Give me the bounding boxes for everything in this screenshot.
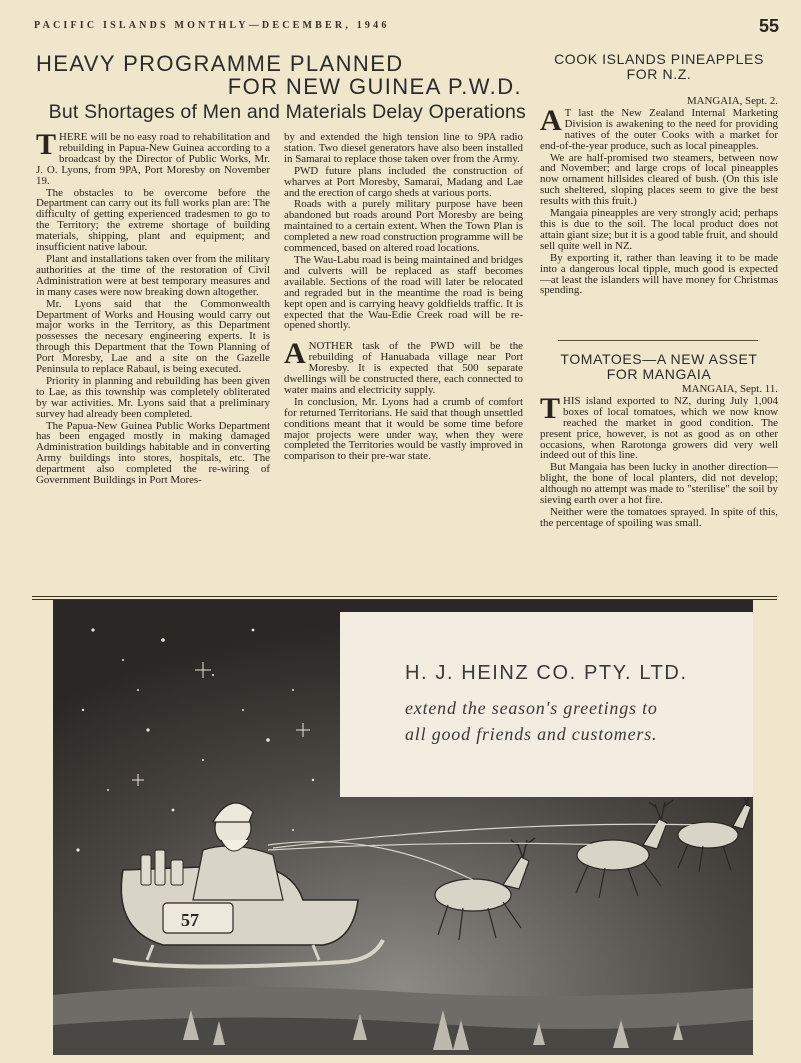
running-head: PACIFIC ISLANDS MONTHLY—DECEMBER, 1946 <box>34 20 390 31</box>
article-paragraph: We are half-promised two steamers, between now and November; and large crops of local pineapples now ornament hillsides cleared of bush. (On this isle such sheltered, sloping places seem to give the best results with this fruit.) <box>540 151 778 208</box>
article-paragraph: The obstacles to be overcome before the Department can carry out its full works plan are: The difficulty of getting experienced tradesmen to go to the Territory; the extreme shortage of building materials, shipping, plant and equipment; and insufficient native labour. <box>36 186 270 254</box>
article-paragraph: Mangaia pineapples are very strongly acid; perhaps this is due to the soil. The local product does not attain giant size; but it is a good table fruit, and should sell quite well in NZ. <box>540 207 778 252</box>
article-paragraph: Neither were the tomatoes sprayed. In spite of this, the percentage of spoiling was small. <box>540 505 778 529</box>
drop-cap: A <box>284 337 306 371</box>
main-article-column-2 <box>284 132 523 588</box>
main-article-column-1 <box>36 132 270 584</box>
paragraph-text: island exported to NZ, during July 1,004 boxes of local tomatoes, which we now know reached the market in good condition. The present price, however, is not as good as on other occasions, when Rarotonga growers did very well indeed out of this line. <box>540 394 778 462</box>
section-divider <box>558 340 758 341</box>
article-paragraph <box>540 103 778 152</box>
drop-cap: T <box>36 132 57 161</box>
sleigh-number: 57 <box>181 910 199 930</box>
pineapples-headline-line1: COOK ISLANDS PINEAPPLES <box>554 51 764 67</box>
article-paragraph: PWD future plans included the construction of wharves at Port Moresby, Samarai, Madang and Lae and the erection of cargo sheds at various ports. <box>284 164 523 199</box>
article-paragraph: But Mangaia has been lucky in another direction—blight, the bone of local planters, did not develop; although no attempt was made to "sterilise" the soil by sieving earth over a hot fire. <box>540 461 778 507</box>
lead-word: HIS <box>563 394 581 407</box>
main-headline <box>36 52 526 98</box>
paragraph-text: T last the New Zealand Internal Marketing Division is awakening to the need for providing natives of the outer Cooks with a market for end-of-the-year produce, such as local pineapples. <box>540 106 778 152</box>
paragraph-text: will be no easy road to rehabilitation and rebuilding in Papua-New Guinea according to a broadcast by the Director of Public Works, Mr. J. O. Lyons, from 9PA, Port Moresby on November 19. <box>36 132 270 187</box>
main-subhead: But Shortages of Men and Materials Delay Operations <box>48 101 526 123</box>
article-paragraph <box>36 132 270 187</box>
article-paragraph: The Wau-Labu road is being maintained and bridges and culverts will be replaced as staff becomes available. Sections of the road will later be relocated and regraded but in the meantime the road is being kept open and is carrying heavy goldfields traffic. It is expected that the Wau-Edie Creek road will be re-opened shortly. <box>284 253 523 332</box>
tomatoes-headline <box>540 352 778 382</box>
article-paragraph: By exporting it, rather than leaving it to be made into a dangerous local tipple, much good is expected—at least the islanders will have money for Christmas spending. <box>540 251 778 297</box>
ad-greeting-line2: all good friends and customers. <box>405 724 658 744</box>
paragraph-text: task of the PWD will be the rebuilding of Hanuabada village near Port Moresby. It is expected that 500 separate dwellings will be constructed there, each connected to water mains and electricity supply. <box>284 340 523 396</box>
pineapples-headline <box>540 52 778 82</box>
tomatoes-article <box>540 384 778 530</box>
lead-word: HERE <box>59 132 88 143</box>
article-paragraph: The Papua-New Guinea Public Works Department has been engaged mostly in making damaged Administration buildings habitable and in converting Army buildings into stores, hospitals, etc. The department also completed the re-wiring of Government Buildings in Port Mores- <box>36 419 270 487</box>
dateline: MANGAIA, Sept. 2. <box>686 96 778 107</box>
tomatoes-headline-line1: TOMATOES—A NEW ASSET <box>560 351 758 367</box>
article-paragraph: by and extended the high tension line to 9PA radio station. Two diesel generators have also been installed in Samarai to replace those taken over from the Army. <box>284 132 523 165</box>
heinz-advertisement <box>53 600 753 1055</box>
article-paragraph: Roads with a purely military purpose have been abandoned but roads around Port Moresby are being maintained to a certain extent. When the Town Plan is completed a new road construction programme will be commenced, based on altered road locations. <box>284 198 523 255</box>
drop-cap: A <box>540 103 562 137</box>
pineapples-article <box>540 96 778 297</box>
greeting-text <box>405 662 735 747</box>
tomatoes-headline-line2: FOR MANGAIA <box>606 366 712 382</box>
page-number: 55 <box>758 16 779 36</box>
main-headline-line1: HEAVY PROGRAMME PLANNED <box>36 51 404 76</box>
article-paragraph <box>284 337 523 396</box>
main-headline-line2: FOR NEW GUINEA P.W.D. <box>227 74 522 99</box>
article-paragraph: Mr. Lyons said that the Commonwealth Department of Works and Housing would carry out major works in the Territory, as this Department possesses the necesary engineering experts. It is through this Department that the Town Planning of Port Moresby, Lae and a site on the Gazelle Peninsula to replace Rabaul, is being executed. <box>36 297 270 376</box>
ad-company-name: H. J. HEINZ CO. PTY. LTD. <box>405 662 688 684</box>
article-paragraph: Plant and installations taken over from the military authorities at the time of the restoration of Civil Administration were at best temporary measures and in many cases were now breaking down altogether. <box>36 252 270 298</box>
article-paragraph: In conclusion, Mr. Lyons had a crumb of comfort for returned Territorians. He said that though unsettled conditions meant that it would be some time before major projects were under way, when they were completed the Territories would be vastly improved in comparison to their pre-war state. <box>284 395 523 463</box>
dateline: MANGAIA, Sept. 11. <box>681 384 778 395</box>
article-paragraph <box>540 391 778 462</box>
pineapples-headline-line2: FOR N.Z. <box>626 66 692 82</box>
lead-word: NOTHER <box>308 340 353 353</box>
article-paragraph: Priority in planning and rebuilding has been given to Lae, as this township was completely obliterated by war activities. Mr. Lyons said that a preliminary survey had already been completed. <box>36 374 270 420</box>
drop-cap: T <box>540 391 561 425</box>
ad-greeting-line1: extend the season's greetings to <box>405 698 658 718</box>
